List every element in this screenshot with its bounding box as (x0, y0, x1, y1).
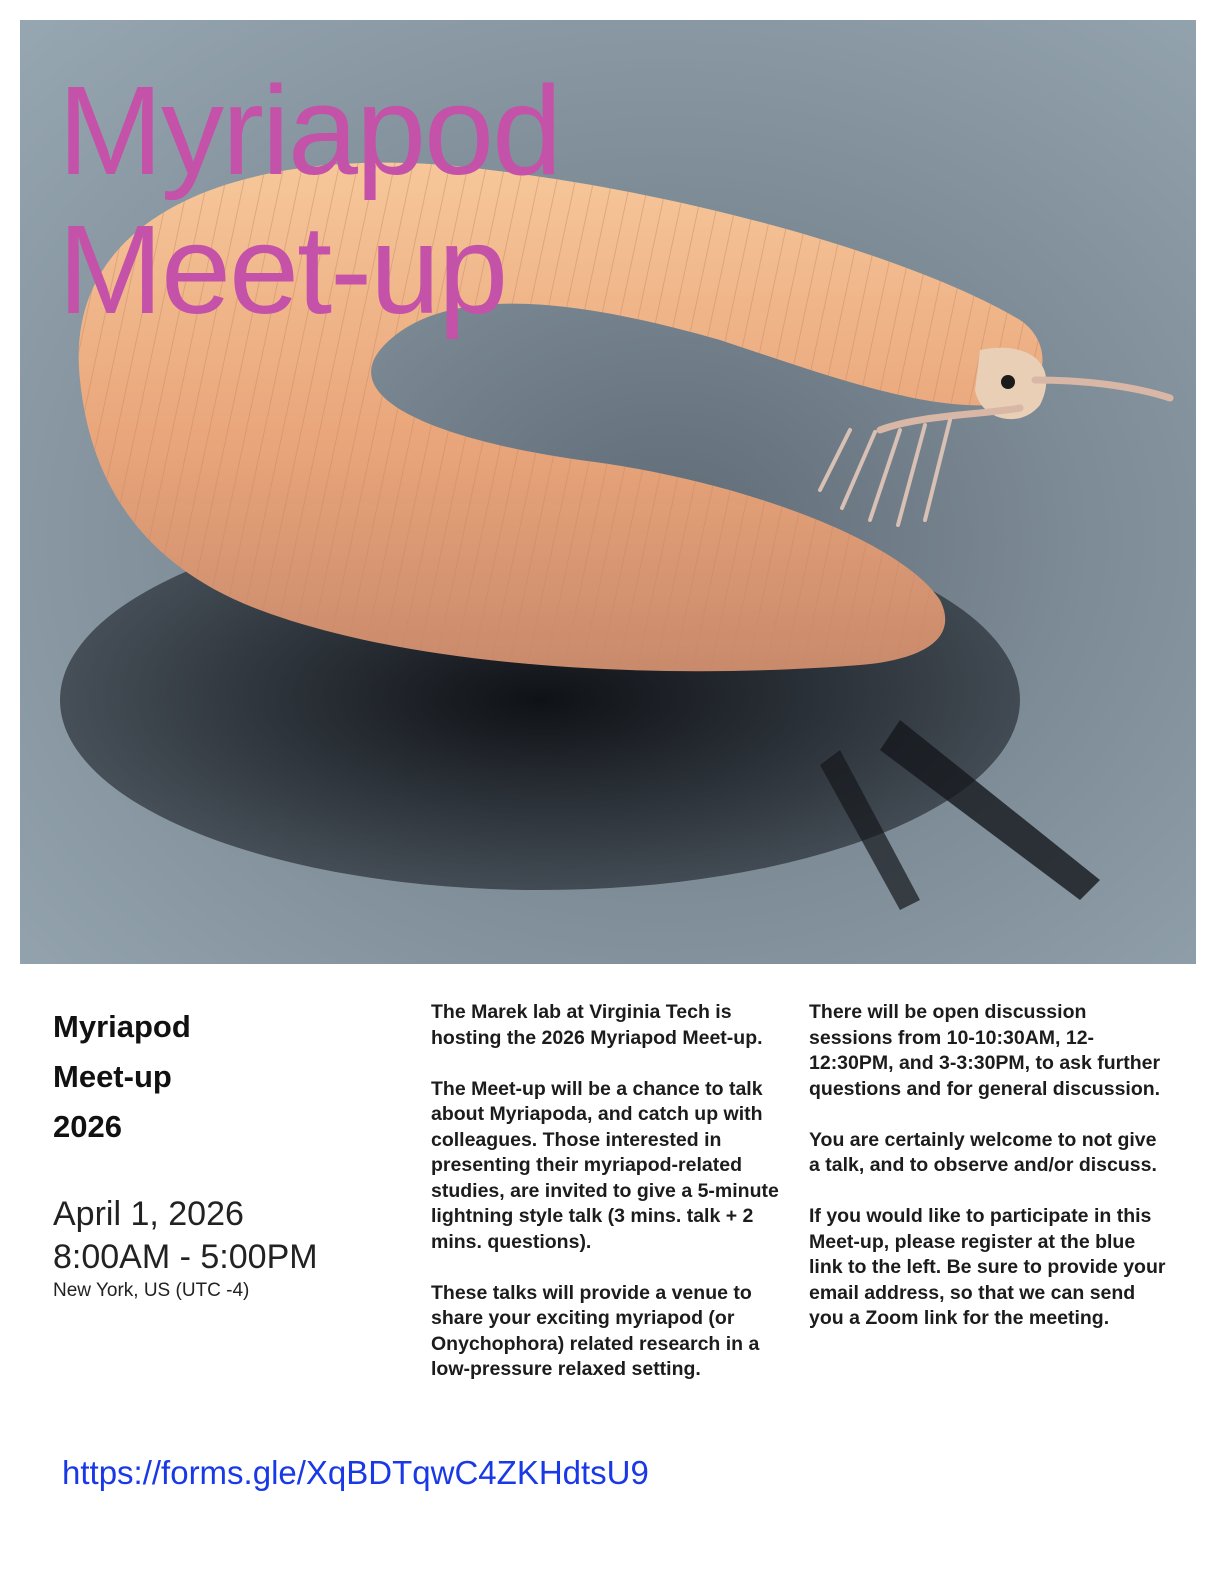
event-title (53, 1002, 191, 1152)
paragraph: If you would like to participate in this Meet-up, please register at the blue link to the left. Be sure to provide your email address, so that we can send you a Zoom link for the meeting. (809, 1205, 1166, 1329)
paragraph: There will be open discussion sessions from 10-10:30AM, 12-12:30PM, and 3-3:30PM, to ask further questions and for general discussion. (809, 1001, 1161, 1100)
description-column-1 (431, 1000, 783, 1408)
event-timezone: New York, US (UTC -4) (53, 1280, 250, 1301)
paragraph: The Meet-up will be a chance to talk about Myriapoda, and catch up with colleagues. Those interested in presenting their myriapod-related studies, are invited to give a 5-minute lightning style talk (3 mins. talk + 2 mins. questions). (431, 1077, 779, 1253)
registration-link[interactable]: https://forms.gle/XqBDTqwC4ZKHdtsU9 (62, 1454, 649, 1491)
event-title-line-1: Myriapod (53, 1009, 191, 1044)
paragraph: The Marek lab at Virginia Tech is hosting the 2026 Myriapod Meet-up. (431, 1001, 763, 1049)
hero-title-line-2: Meet-up (58, 198, 507, 340)
paragraph: You are certainly welcome to not give a talk, and to observe and/or discuss. (809, 1128, 1157, 1176)
hero-title (58, 62, 560, 339)
paragraph: These talks will provide a venue to share your exciting myriapod (or Onychophora) related research in a low-pressure relaxed setting. (431, 1281, 760, 1380)
event-time: 8:00AM - 5:00PM (53, 1238, 318, 1276)
event-title-line-2: Meet-up (53, 1059, 172, 1094)
description-column-2 (809, 1000, 1169, 1357)
event-date: April 1, 2026 (53, 1195, 244, 1233)
hero-banner (20, 20, 1196, 964)
hero-title-line-1: Myriapod (58, 60, 561, 201)
event-title-line-3: 2026 (53, 1109, 122, 1144)
